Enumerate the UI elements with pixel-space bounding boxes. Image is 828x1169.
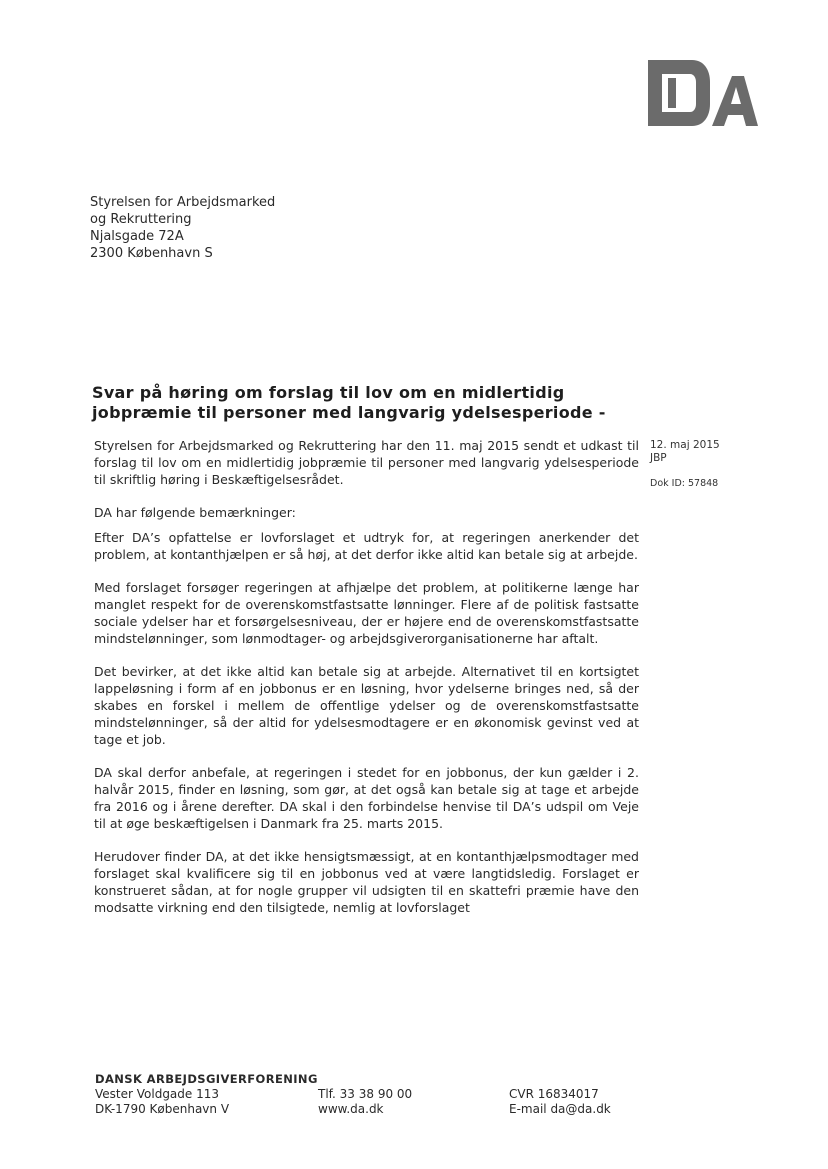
footer-organization: DANSK ARBEJDSGIVERFORENING [95,1072,318,1086]
footer-address-line: DK-1790 København V [95,1102,230,1116]
footer-email[interactable]: E-mail da@da.dk [509,1102,611,1116]
footer-phone: Tlf. 33 38 90 00 [318,1087,413,1101]
recipient-address [90,194,275,262]
recipient-line: Styrelsen for Arbejdsmarked [90,195,276,210]
letter-body [94,437,639,932]
paragraph: DA har følgende bemærkninger: [94,505,296,520]
paragraph: Det bevirker, at det ikke altid kan betale sig at arbejde. Alternativet til en kortsigtet lappeløsning i form af en jobbonus er en løsning, hvor ydelserne bringes ned, så der skabes en forskel i mellem de offentlige ydelser og de overenskomstfastsatte mindstelønninger, så der altid for ydelsesmodtagere er en økonomisk gevinst ved at tage et job. [94,664,639,747]
footer-contact [318,1087,412,1117]
letter-date: 12. maj 2015 [650,439,720,451]
paragraph: Styrelsen for Arbejdsmarked og Rekruttering har den 11. maj 2015 sendt et udkast til forslag til lov om en midlertidig jobpræmie til personer med langvarig ydelsesperiode til skriftlig høring i Beskæftigelsesrådet. [94,438,639,487]
letter-footer [95,1072,695,1116]
recipient-line: Njalsgade 72A [90,229,184,244]
recipient-line: 2300 København S [90,246,213,261]
letter-meta [650,439,720,490]
letter-initials: JBP [650,452,667,464]
paragraph: Med forslaget forsøger regeringen at afhjælpe det problem, at politikerne længe har manglet respekt for de overenskomstfastsatte lønninger. Flere af de politisk fastsatte sociale ydelser har et forsørgelsesniveau, der er højere end de overenskomstfastsatte mindstelønninger, som lønmodtager- og arbejdsgiverorganisationerne har aftalt. [94,580,639,646]
paragraph: DA skal derfor anbefale, at regeringen i stedet for en jobbonus, der kun gælder i 2. halvår 2015, finder en løsning, som gør, at det også kan betale sig at tage et arbejde fra 2016 og i årene derefter. DA skal i den forbindelse henvise til DA’s udspil om Veje til at øge beskæftigelsen i Danmark fra 25. marts 2015. [94,765,639,831]
footer-cvr: CVR 16834017 [509,1087,599,1101]
paragraph: Herudover finder DA, at det ikke hensigtsmæssigt, at en kontanthjælpsmodtager med forslaget skal kvalificere sig til en jobbonus ved at være langtidsledig. Forslaget er konstrueret sådan, at for nogle grupper vil udsigten til en skattefri præmie have den modsatte virkning end den tilsigtede, nemlig at lovforslaget [94,849,639,915]
document-id: Dok ID: 57848 [650,478,719,489]
paragraph: Efter DA’s opfattelse er lovforslaget et udtryk for, at regeringen anerkender det problem, at kontanthjælpen er så høj, at det derfor ikke altid kan betale sig at arbejde. [94,530,639,562]
recipient-line: og Rekruttering [90,212,192,227]
letter-subject: Svar på høring om forslag til lov om en midlertidig jobpræmie til personer med langvarig ydelsesperiode - [92,383,606,422]
footer-website[interactable]: www.da.dk [318,1102,384,1116]
footer-address-line: Vester Voldgade 113 [95,1087,220,1101]
footer-address [95,1087,229,1117]
da-logo [648,60,758,126]
footer-registration [509,1087,611,1117]
